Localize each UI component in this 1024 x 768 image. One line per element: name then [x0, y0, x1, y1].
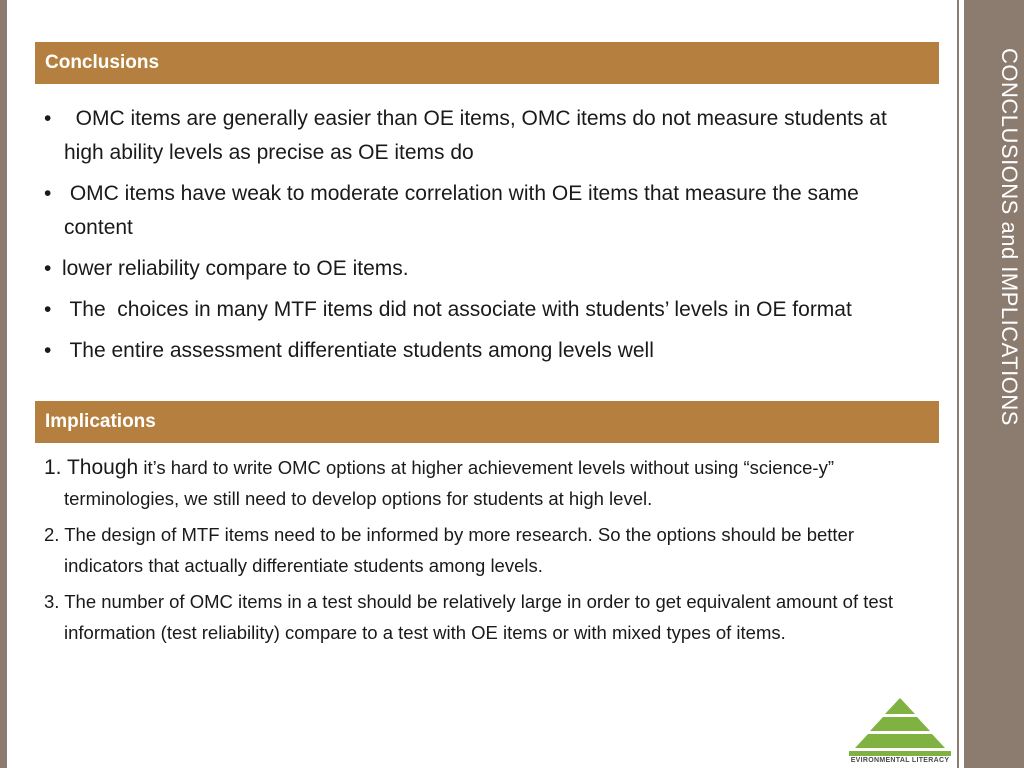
- implication-item: [44, 586, 924, 648]
- bullet: •: [44, 182, 52, 205]
- conclusion-item: [44, 252, 924, 286]
- implication-item: [44, 452, 924, 514]
- implication-lead: 3.: [44, 591, 60, 612]
- implications-list: [44, 452, 924, 653]
- bullet: •: [44, 298, 52, 321]
- implication-lead: 1. Though: [44, 456, 139, 479]
- implications-header: Implications: [35, 401, 939, 443]
- conclusions-header: Conclusions: [35, 42, 939, 84]
- side-panel-divider: [957, 0, 959, 768]
- conclusions-list: [44, 102, 924, 375]
- implication-text: The design of MTF items need to be informed by more research. So the options should be better indicators that actually differentiate students among levels.: [59, 524, 854, 576]
- conclusion-item: [44, 334, 924, 368]
- conclusion-text: OMC items have weak to moderate correlation with OE items that measure the same content: [64, 182, 865, 239]
- implication-lead: 2.: [44, 524, 60, 545]
- conclusion-text: OMC items are generally easier than OE items, OMC items do not measure students at high ability levels as precise as OE items do: [64, 107, 893, 164]
- conclusion-item: [44, 293, 924, 327]
- conclusion-text: The choices in many MTF items did not associate with students’ levels in OE format: [64, 298, 852, 321]
- implication-text: The number of OMC items in a test should be relatively large in order to get equivalent amount of test information (test reliability) compare to a test with OE items or with mixed types of items.: [59, 591, 894, 643]
- bullet: •: [44, 107, 52, 130]
- left-decorative-stripe: [0, 0, 7, 768]
- conclusion-item: [44, 102, 924, 170]
- logo-text: EVIRONMENTAL LITERACY: [850, 757, 950, 764]
- conclusion-text: lower reliability compare to OE items.: [62, 257, 409, 280]
- side-title: CONCLUSIONS and IMPLICATIONS: [997, 48, 1022, 426]
- conclusion-text: The entire assessment differentiate students among levels well: [64, 339, 654, 362]
- bullet: •: [44, 257, 52, 280]
- conclusion-item: [44, 177, 924, 245]
- implication-item: [44, 519, 924, 581]
- implication-text: it’s hard to write OMC options at higher achievement levels without using “science-y” terminologies, we still need to develop options for students at high level.: [64, 457, 834, 509]
- bullet: •: [44, 339, 52, 362]
